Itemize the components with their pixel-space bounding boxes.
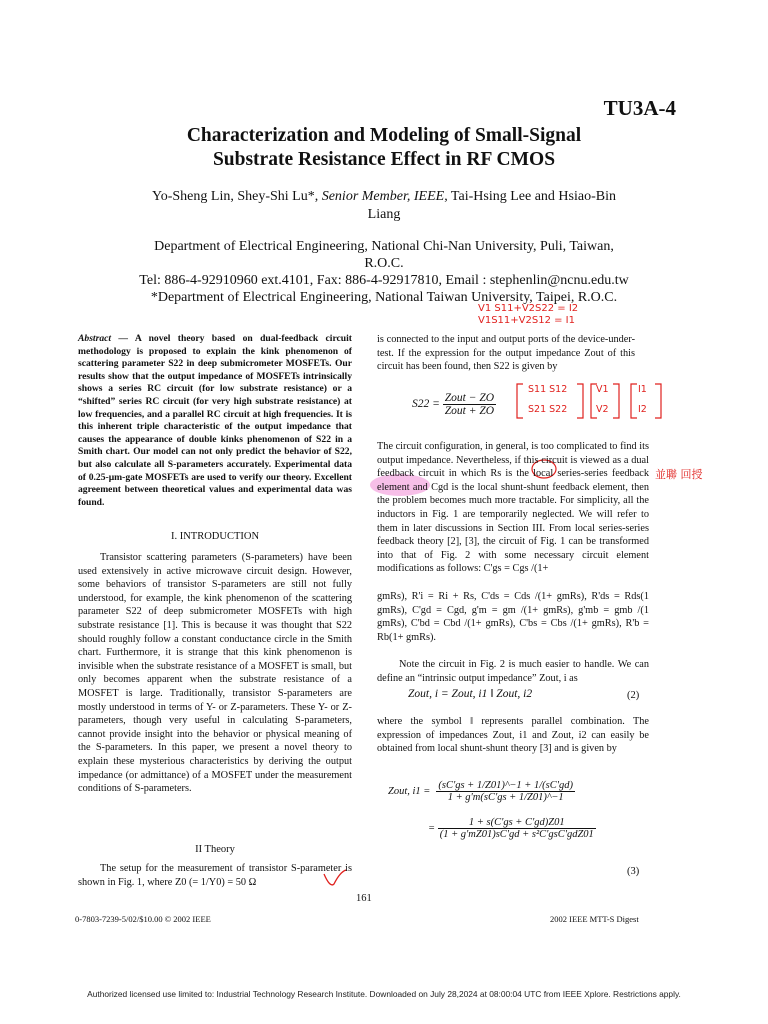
handwritten-v-vector: V1 V2 [596,384,609,415]
equation-3: Zout, i1 = $\frac{(sC'gs + 1/Z01)\^{}-1 + 1/(sC'gd)}{1 + g'm(sC'gs + 1/Z01)\^{}-1}$ = $\frac{1 + s(C'gs + C'gd)Z01}{\text{(1 + g'mZ01)sC'gd + s²C'gsC'gdZ01}}$ [388,780,594,840]
paper-title [0,124,768,172]
page-number: 161 [356,893,372,904]
handwritten-s-matrix: S11 S12 S21 S22 [528,384,568,415]
footer-copyright: 0-7803-7239-5/02/$10.00 © 2002 IEEE [75,914,211,924]
intro-heading: I. INTRODUCTION [170,531,260,542]
intro-text: Transistor scattering parameters (S-parameters) have been used extensively in active microwave circuit design. However, some behaviors of transistor S-parameters are still not fully understood, for example, the kink phenomenon of the scattering parameter S22 of deep submicrometer MOSFETs with high substrate resistance [1]. This is because it was thought that S22 should roughly follow a constant conductance circle in the Smith chart. Furthermore, it is strange that this kink phenomenon is invisible when the substrate resistance of a MOSFET is small, but only becomes apparent when the substrate resistance of a MOSFET is large. Traditionally, transistor S-parameters are mostly understood in terms of Y- or Z-parameters. These Y- or Z-parameters, though very useful in calculating S-parameters, cannot provide insight into the behavior or physical meaning of the S-parameters. In this paper, we present a novel theory to explain these mysterious characteristics by deriving the output impedance (or admittance) of a MOSFET under the measurement conditions of S-parameters. [78,552,352,795]
equation-2-number: (2) [627,690,640,701]
affil-line-3: Tel: 886-4-92910960 ext.4101, Fax: 886-4-92917810, Email : stephenlin@ncnu.edu.tw [139,273,629,288]
right-para-4: Note the circuit in Fig. 2 is much easier to handle. We can define an “intrinsic output impedance” Zout, i as [377,659,649,684]
authorized-use-note: Authorized licensed use limited to: Industrial Technology Research Institute. Downloaded on July 28,2024 at 08:00:04 UTC from IEEE Xplore. Restrictions apply. [87,989,681,999]
right-para-2: The circuit configuration, in general, is too complicated to find its output impedance. Nevertheless, if this circuit is viewed as a dual feedback circuit in which Rs is the local series-series feedback element and Cgd is the local shunt-shunt feedback element, then the problem becomes much more tractable. For simplicity, all the inductors in Fig. 1 are temporarily neglected. We will refer to them in later discussions in Section III. From local series-series feedback theory [2], [3], the circuit of Fig. 1 can be transformed into that of Fig. 2 with some necessary circuit element modifications as follows: C'gs = Cgs /(1+ [377,441,649,575]
equation-3-number: (3) [627,866,640,877]
affiliations [90,238,678,306]
handwritten-note: V1 S11+V2S22 = I2 V1S11+V2S12 = I1 [478,303,579,326]
abstract: Abstract — A novel theory based on dual-feedback circuit methodology is proposed to explain the kink phenomenon of scattering parameter S22 in deep submicrometer MOSFETs. Our results show that the output impedance of MOSFETs intrinsically shows a series RC circuit (for low substrate resistance) or a “shifted” series RC circuit (for very high substrate resistance) at low frequencies, and a parallel RC circuit at high frequencies. It is this inherent triple characteristic of the output impedance that causes the appearance of double kinks phenomenon of S22 in a Smith chart. Our model can not only predict the behavior of S22, but also calculate all S-parameters accurately. Experimental data of 0.25-μm-gate MOSFETs are used to verify our theory. Excellent agreement between theoretical values and experimental data was found. [78,333,352,508]
theory-text: The setup for the measurement of transistor S-parameter is shown in Fig. 1, where Z0 (= 1/Y0) = 50 Ω [78,863,352,888]
affil-line-2: R.O.C. [364,256,404,271]
authors-line-1: Yo-Sheng Lin, Shey-Shi Lu*, Senior Member, IEEE, Tai-Hsing Lee and Hsiao-Bin [152,189,616,204]
handwritten-i-vector: I1 I2 [638,384,647,415]
right-para-5: where the symbol ‖ represents parallel combination. The expression of impedances Zout, i1 and Zout, i2 can easily be obtained from local shunt-shunt theory [3] and is given by [377,716,649,755]
paper-code: TU3A-4 [603,96,676,120]
right-para-1: is connected to the input and output ports of the device-under-test. If the expression for the output impedance Zout of this circuit has been found, then S22 is given by [377,334,635,373]
title-line-1: Characterization and Modeling of Small-Signal [186,125,582,146]
equation-1: S22 = $\frac{\text{Zout − ZO}}{\text{Zout + ZO}}$ [412,392,495,417]
affil-line-4: *Department of Electrical Engineering, National Taiwan University, Taipei, R.O.C. [150,290,618,305]
affil-line-1: Department of Electrical Engineering, National Chi-Nan University, Puli, Taiwan, [154,239,614,254]
handwritten-side-note: 並聯 回授 [655,468,703,481]
authors [110,188,658,224]
theory-heading: II Theory [195,844,235,855]
footer-conference: 2002 IEEE MTT-S Digest [550,914,639,924]
intro-section [78,530,352,544]
equation-2: Zout, i = Zout, i1 ‖ Zout, i2 [408,688,533,700]
right-para-3: gmRs), R'i = Ri + Rs, C'ds = Cds /(1+ gmRs), R'ds = Rds(1 gmRs), C'gd = Cgd, g'm = gm /(1+ gmRs), g'mb = gmb /(1 gmRs), C'bd = Cbd /(1+ gmRs), C'bs = Cbs /(1+ gmRs), R'b = Rb(1+ gmRs). [377,591,649,643]
title-line-2: Substrate Resistance Effect in RF CMOS [212,149,556,170]
authors-line-2: Liang [367,207,401,222]
